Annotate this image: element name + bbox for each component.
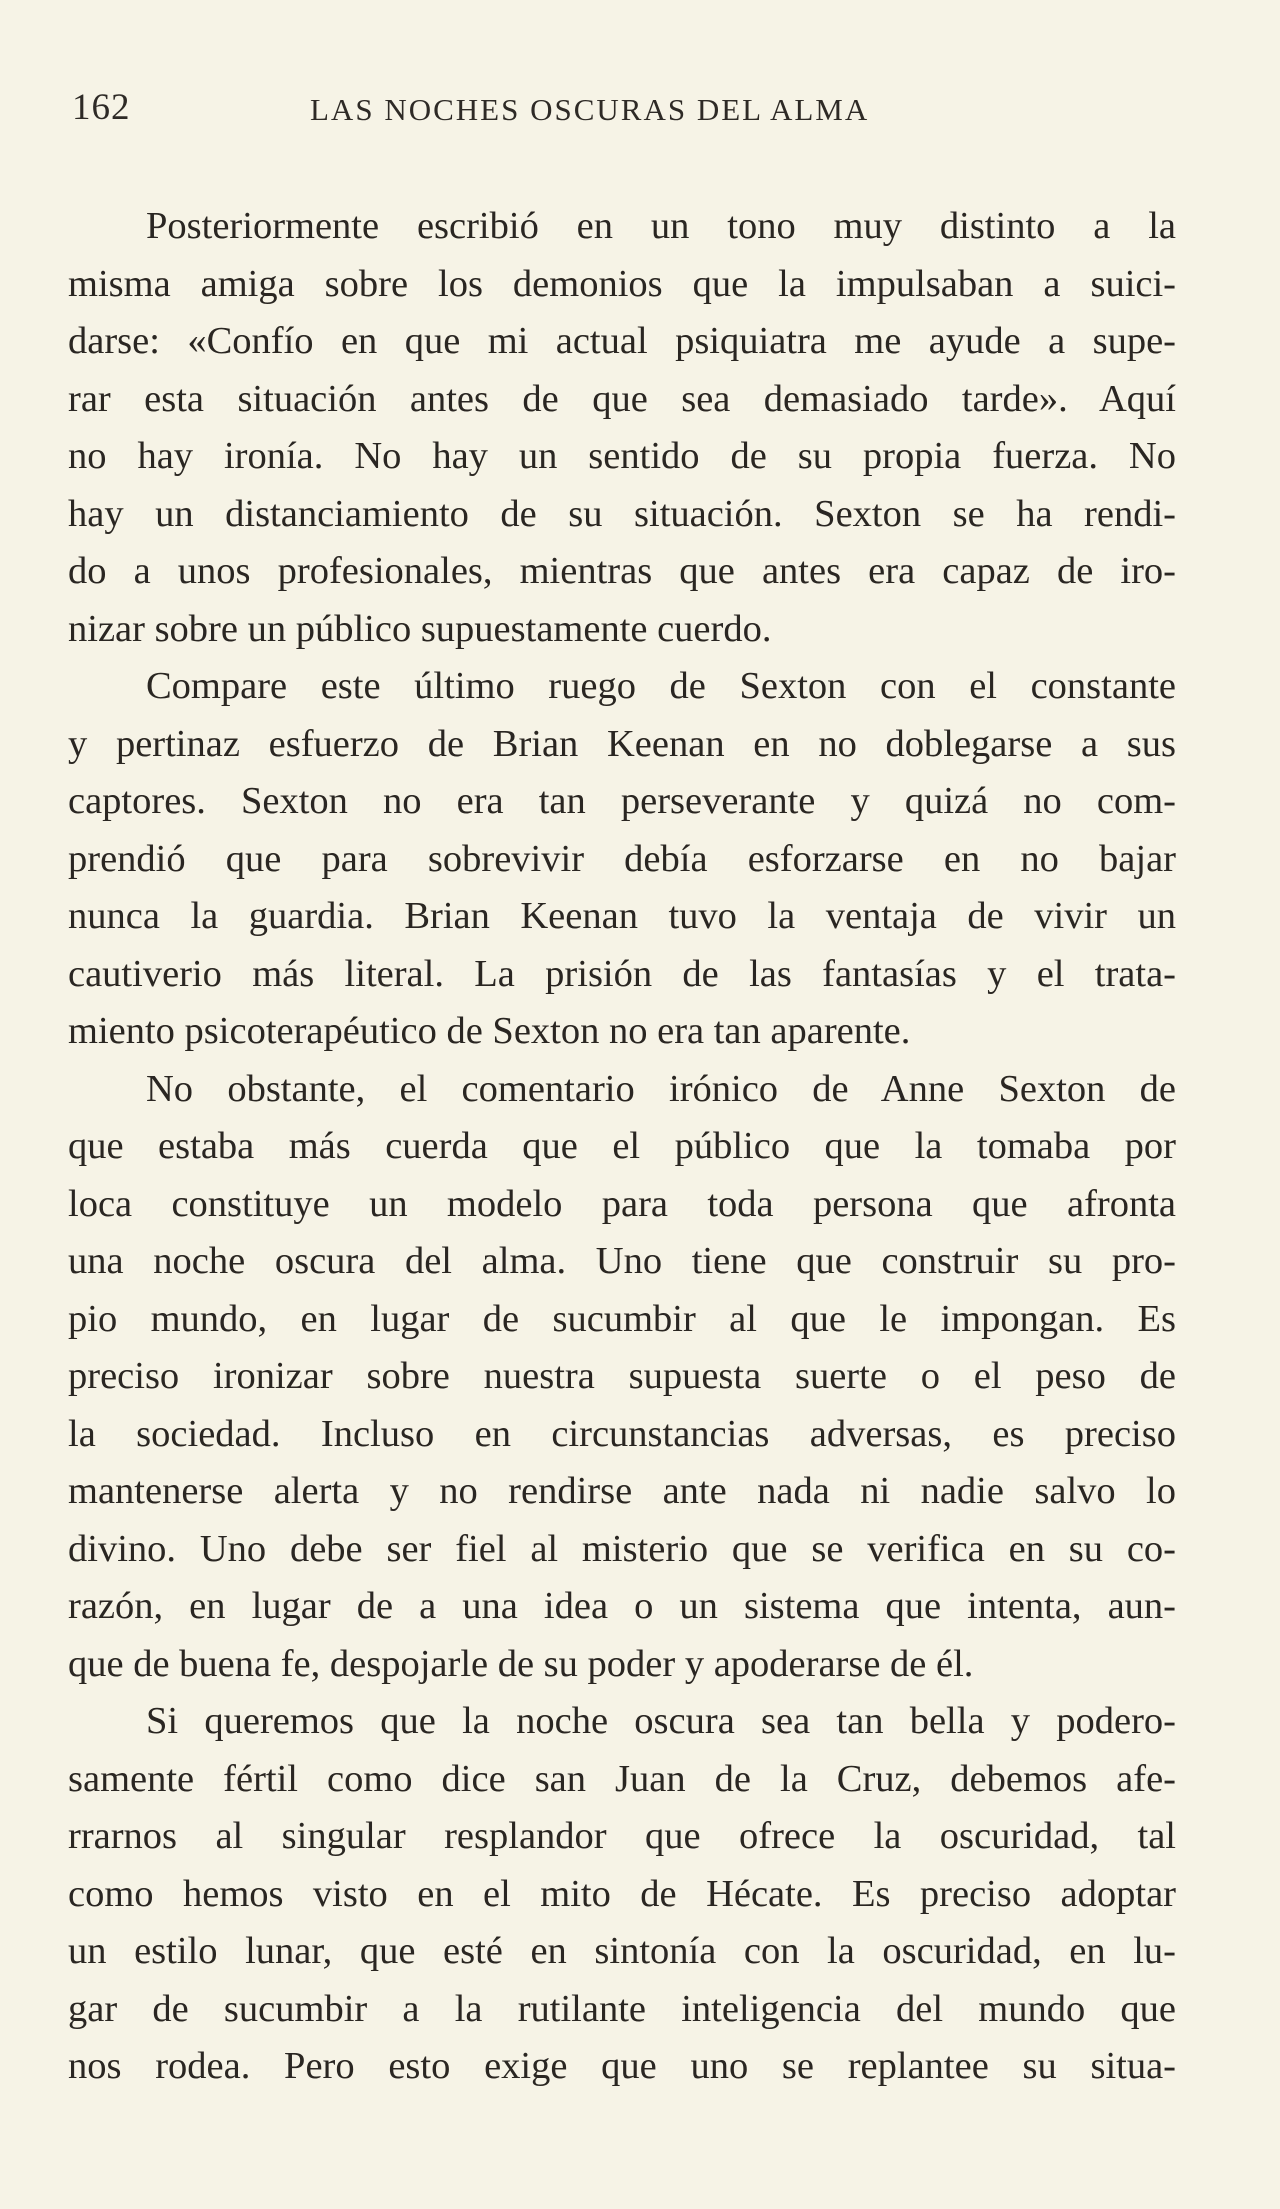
text-line: Compare este último ruego de Sexton con el constante (146, 665, 1176, 707)
page-number: 162 (72, 87, 131, 128)
text-line: nizar sobre un público supuestamente cuerdo. (68, 607, 772, 650)
text-line: preciso ironizar sobre nuestra supuesta suerte o el peso de (68, 1355, 1176, 1397)
text-line: prendió que para sobrevivir debía esforzarse en no bajar (68, 837, 1176, 880)
text-line: darse: «Confío en que mi actual psiquiatra me ayude a supe- (68, 320, 1176, 362)
text-line: nos rodea. Pero esto exige que uno se replantee su situa- (68, 2045, 1176, 2087)
text-line: que de buena fe, despojarle de su poder y apoderarse de él. (68, 1642, 974, 1685)
text-line: como hemos visto en el mito de Hécate. Es preciso adoptar (68, 1872, 1176, 1915)
body-text (68, 198, 1176, 2096)
running-head (72, 86, 1172, 136)
text-line: do a unos profesionales, mientras que antes era capaz de iro- (68, 550, 1176, 592)
text-line: No obstante, el comentario irónico de Anne Sexton de (146, 1067, 1176, 1110)
text-line: loca constituye un modelo para toda persona que afronta (68, 1182, 1176, 1225)
text-line: cautiverio más literal. La prisión de las fantasías y el trata- (68, 952, 1176, 995)
text-line: mantenerse alerta y no rendirse ante nada ni nadie salvo lo (68, 1470, 1176, 1512)
running-title: LAS NOCHES OSCURAS DEL ALMA (310, 92, 870, 127)
text-line: la sociedad. Incluso en circunstancias adversas, es preciso (68, 1412, 1176, 1455)
text-line: hay un distanciamiento de su situación. Sexton se ha rendi- (68, 492, 1176, 535)
text-line: pio mundo, en lugar de sucumbir al que le impongan. Es (68, 1297, 1176, 1340)
text-line: rar esta situación antes de que sea demasiado tarde». Aquí (68, 377, 1176, 420)
text-line: captores. Sexton no era tan perseverante y quizá no com- (68, 780, 1176, 822)
text-line: un estilo lunar, que esté en sintonía con la oscuridad, en lu- (68, 1930, 1176, 1972)
text-line: Posteriormente escribió en un tono muy distinto a la (146, 205, 1176, 247)
text-line: y pertinaz esfuerzo de Brian Keenan en no doblegarse a sus (68, 722, 1176, 765)
text-line: nunca la guardia. Brian Keenan tuvo la ventaja de vivir un (68, 895, 1176, 937)
text-line: no hay ironía. No hay un sentido de su propia fuerza. No (68, 435, 1176, 477)
text-line: misma amiga sobre los demonios que la impulsaban a suici- (68, 262, 1176, 305)
text-line: divino. Uno debe ser fiel al misterio que se verifica en su co- (68, 1527, 1176, 1570)
text-line: samente fértil como dice san Juan de la Cruz, debemos afe- (68, 1757, 1176, 1800)
text-line: que estaba más cuerda que el público que la tomaba por (68, 1125, 1176, 1167)
text-line: una noche oscura del alma. Uno tiene que construir su pro- (68, 1240, 1176, 1282)
text-line: gar de sucumbir a la rutilante inteligencia del mundo que (68, 1987, 1176, 2030)
text-line: rrarnos al singular resplandor que ofrece la oscuridad, tal (68, 1815, 1176, 1857)
text-line: razón, en lugar de a una idea o un sistema que intenta, aun- (68, 1585, 1176, 1627)
text-line: miento psicoterapéutico de Sexton no era tan aparente. (68, 1010, 911, 1052)
text-line: Si queremos que la noche oscura sea tan bella y podero- (146, 1700, 1176, 1742)
